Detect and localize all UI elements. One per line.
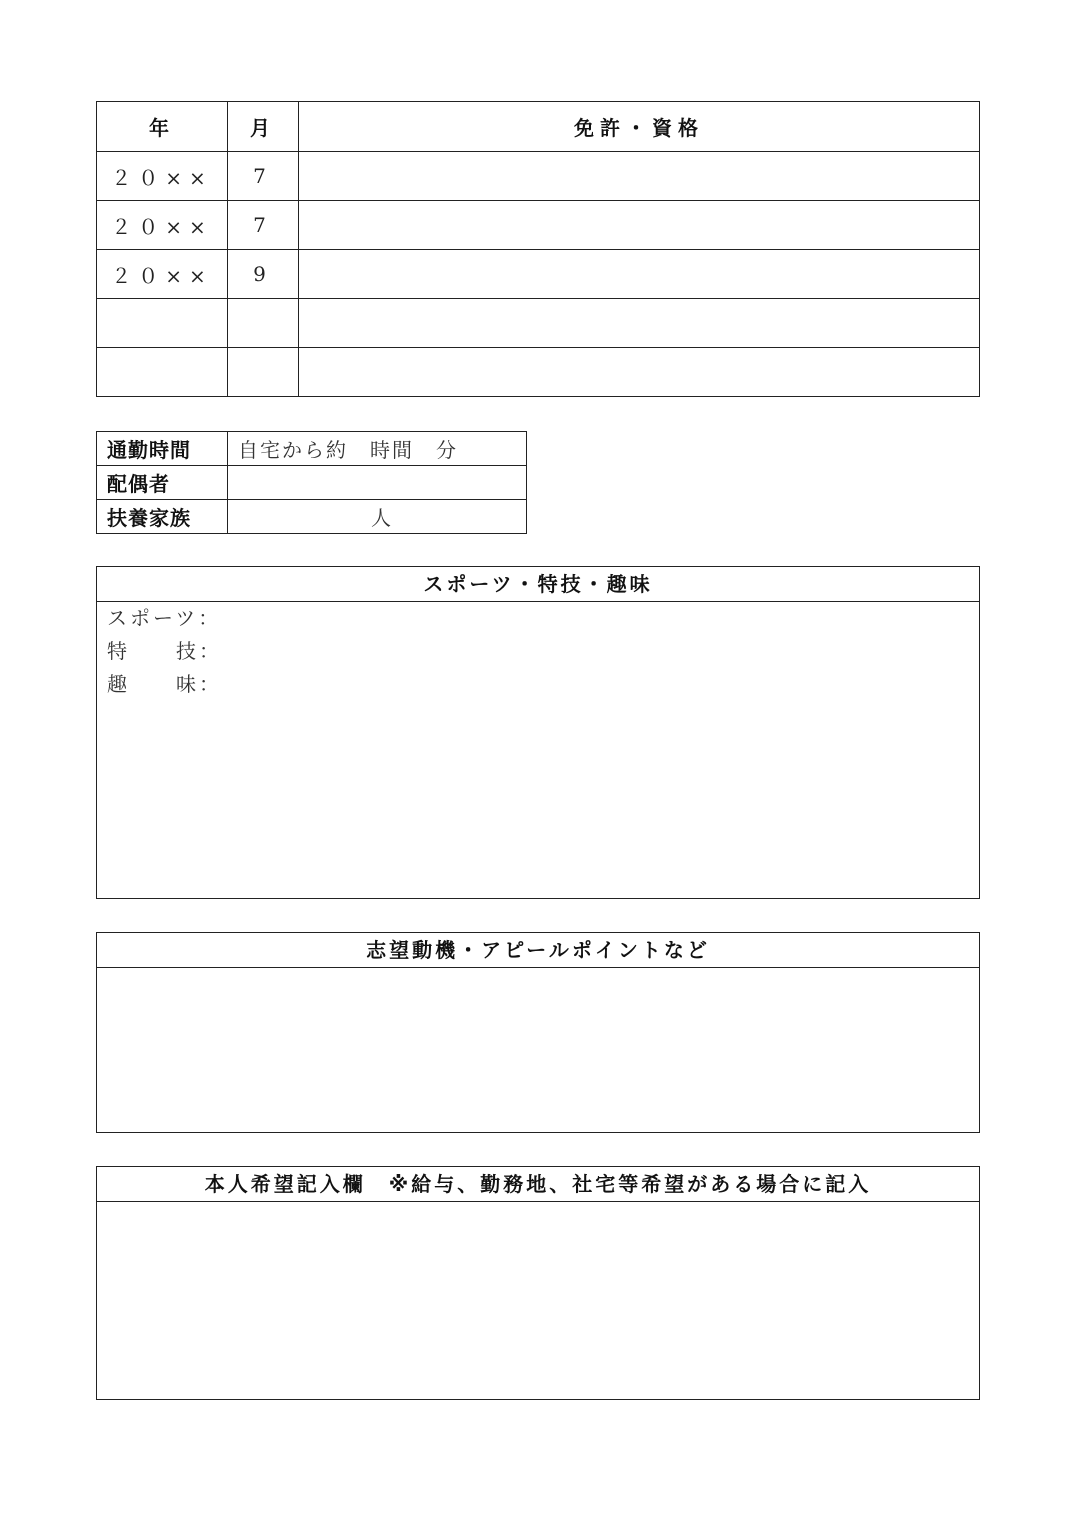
requests-field[interactable] — [97, 1202, 979, 1399]
year-cell[interactable] — [97, 348, 228, 397]
commute-row — [97, 432, 527, 466]
sports-line: スポーツ： — [107, 606, 222, 630]
license-row — [97, 152, 980, 201]
qualification-cell[interactable] — [299, 201, 980, 250]
year-cell[interactable]: ２０×× — [97, 250, 228, 299]
commute-field[interactable]: 自宅から約 時間 分 — [228, 432, 527, 466]
year-cell[interactable]: ２０×× — [97, 152, 228, 201]
month-cell[interactable] — [228, 348, 299, 397]
year-cell[interactable] — [97, 299, 228, 348]
spouse-row — [97, 466, 527, 500]
month-cell[interactable]: 7 — [228, 152, 299, 201]
dependents-label: 扶養家族 — [97, 500, 228, 534]
hobbies-title: スポーツ・特技・趣味 — [97, 567, 979, 602]
requests-title: 本人希望記入欄 ※給与、勤務地、社宅等希望がある場合に記入 — [97, 1167, 979, 1202]
qualification-cell[interactable] — [299, 152, 980, 201]
motivation-section — [96, 932, 980, 1133]
license-table — [96, 101, 980, 397]
hobbies-body[interactable] — [97, 602, 979, 701]
month-cell[interactable]: 9 — [228, 250, 299, 299]
personal-info-table — [96, 431, 527, 534]
hobbies-section — [96, 566, 980, 899]
qualification-cell[interactable] — [299, 299, 980, 348]
dependents-field[interactable]: 人 — [228, 500, 527, 534]
qualification-cell[interactable] — [299, 250, 980, 299]
spouse-label: 配偶者 — [97, 466, 228, 500]
dependents-row — [97, 500, 527, 534]
license-row — [97, 250, 980, 299]
requests-section — [96, 1166, 980, 1400]
month-cell[interactable]: 7 — [228, 201, 299, 250]
motivation-title: 志望動機・アピールポイントなど — [97, 933, 979, 968]
hobby-line: 趣 味： — [107, 672, 222, 696]
qualification-header: 免許・資格 — [299, 102, 980, 152]
motivation-field[interactable] — [97, 968, 979, 1132]
qualification-cell[interactable] — [299, 348, 980, 397]
skills-line: 特 技： — [107, 639, 222, 663]
license-header-row — [97, 102, 980, 152]
spouse-field[interactable] — [228, 466, 527, 500]
year-header: 年 — [97, 102, 228, 152]
month-cell[interactable] — [228, 299, 299, 348]
year-cell[interactable]: ２０×× — [97, 201, 228, 250]
license-row — [97, 299, 980, 348]
license-row — [97, 348, 980, 397]
license-row — [97, 201, 980, 250]
commute-label: 通勤時間 — [97, 432, 228, 466]
month-header: 月 — [228, 102, 299, 152]
